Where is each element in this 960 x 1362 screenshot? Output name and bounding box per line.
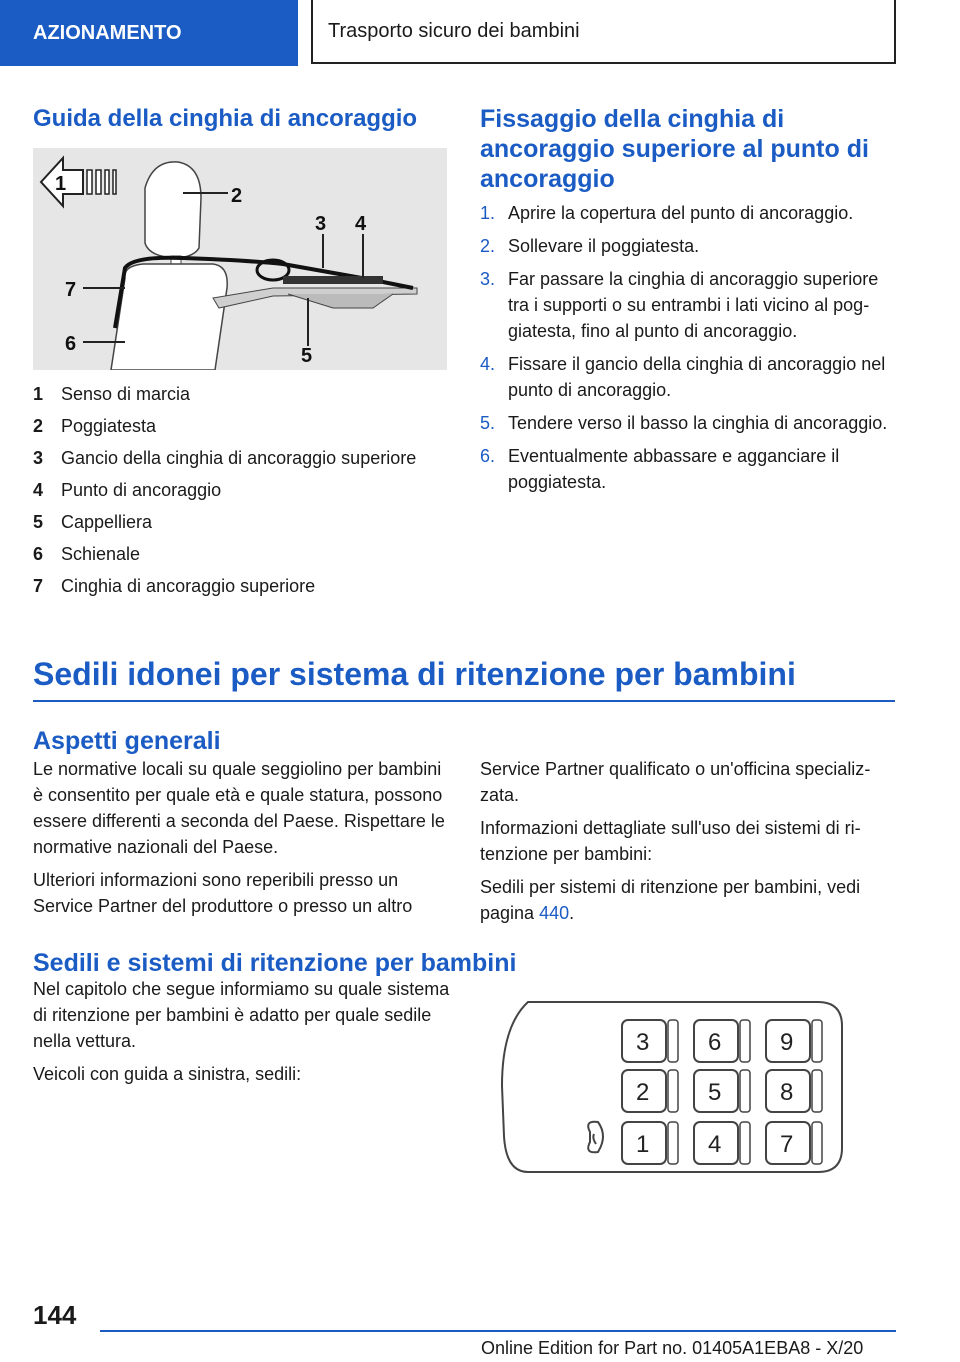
seat-plan-figure <box>498 996 848 1178</box>
callout-1: 1 <box>55 173 67 195</box>
step-item: 3. Far passare la cinghia di ancoraggio superiore tra i supporti o su entrambi i lati vicino al poggiatesta, fino al punto di ancoraggio. <box>480 269 879 341</box>
seat-9: 9 <box>780 1029 794 1056</box>
anchor-strap-figure <box>33 148 447 370</box>
seat-8: 8 <box>780 1079 794 1106</box>
legend-item: 7 Cinghia di ancoraggio superiore <box>33 575 316 596</box>
headrest-shape <box>145 162 201 258</box>
callout-4: 4 <box>355 213 367 235</box>
section-rule <box>33 700 895 702</box>
figure-legend <box>33 378 416 602</box>
seats-left-column <box>33 976 453 1094</box>
seat-6: 6 <box>708 1029 722 1056</box>
step-item: 4. Fissare il gancio della cinghia di ancoraggio nel punto di ancoraggio. <box>480 354 886 400</box>
general-heading: Aspetti generali <box>33 727 221 755</box>
callout-3: 3 <box>315 213 327 235</box>
seats-heading: Sedili e sistemi di ritenzione per bambini <box>33 949 517 977</box>
legend-item: 4 Punto di ancoraggio <box>33 479 222 500</box>
seatback-shape <box>111 264 227 370</box>
callout-2: 2 <box>231 185 243 207</box>
step-item: 5. Tendere verso il basso la cinghia di ancoraggio. <box>480 413 888 433</box>
edition-note: Online Edition for Part no. 01405A1EBA8 - X/20 <box>481 1338 864 1358</box>
step-item: 1. Aprire la copertura del punto di ancoraggio. <box>480 203 854 223</box>
general-paragraph: Ulteriori informazioni sono reperibili presso un Service Partner del produttore o presso un altro <box>33 870 413 916</box>
legend-item: 1 Senso di marcia <box>33 383 191 404</box>
general-paragraph: Sedili per sistemi di ritenzione per bambini, vedi pagina 440. <box>480 877 861 923</box>
page-number: 144 <box>33 1300 77 1330</box>
general-right-column <box>480 756 900 933</box>
left-heading: Guida della cinghia di ancoraggio <box>33 105 418 132</box>
step-item: 2. Sollevare il poggiatesta. <box>480 236 700 256</box>
seat-2: 2 <box>636 1079 650 1106</box>
general-paragraph: Le normative locali su quale seggiolino per bambini è consentito per quale età e quale statura, possono essere differenti a seconda del Paese. Rispettare le normative nazionali del Paese. <box>33 759 445 857</box>
seats-paragraph: Veicoli con guida a sinistra, sedili: <box>33 1064 302 1084</box>
footer-rule <box>100 1330 896 1332</box>
general-paragraph: Service Partner qualificato o un'officina specializzata. <box>480 759 871 805</box>
seat-3: 3 <box>636 1029 650 1056</box>
page-link[interactable]: 440 <box>539 903 570 923</box>
seat-1: 1 <box>636 1131 650 1158</box>
general-paragraph: Informazioni dettagliate sull'uso dei sistemi di ritenzione per bambini: <box>480 818 861 864</box>
header-title: Trasporto sicuro dei bambini <box>311 0 896 64</box>
right-heading: Fissaggio della cinghia di ancoraggio superiore al punto di ancoraggio <box>480 105 869 193</box>
procedure-steps <box>480 200 900 502</box>
legend-item: 3 Gancio della cinghia di ancoraggio superiore <box>33 447 417 468</box>
legend-item: 2 Poggiatesta <box>33 415 157 436</box>
seat-5: 5 <box>708 1079 722 1106</box>
header-section: AZIONAMENTO <box>0 0 298 66</box>
callout-6: 6 <box>65 333 77 355</box>
seat-4: 4 <box>708 1131 722 1158</box>
step-item: 6. Eventualmente abbassare e agganciare il poggiatesta. <box>480 446 840 492</box>
legend-item: 5 Cappelliera <box>33 511 153 532</box>
callout-7: 7 <box>65 279 77 301</box>
general-left-column <box>33 756 453 926</box>
legend-item: 6 Schienale <box>33 543 141 564</box>
seats-paragraph: Nel capitolo che segue informiamo su quale sistema di ritenzione per bambini è adatto per quale sedile nella vettura. <box>33 979 450 1051</box>
callout-5: 5 <box>301 345 313 367</box>
section-title: Sedili idonei per sistema di ritenzione per bambini <box>33 656 796 692</box>
seat-7: 7 <box>780 1131 794 1158</box>
